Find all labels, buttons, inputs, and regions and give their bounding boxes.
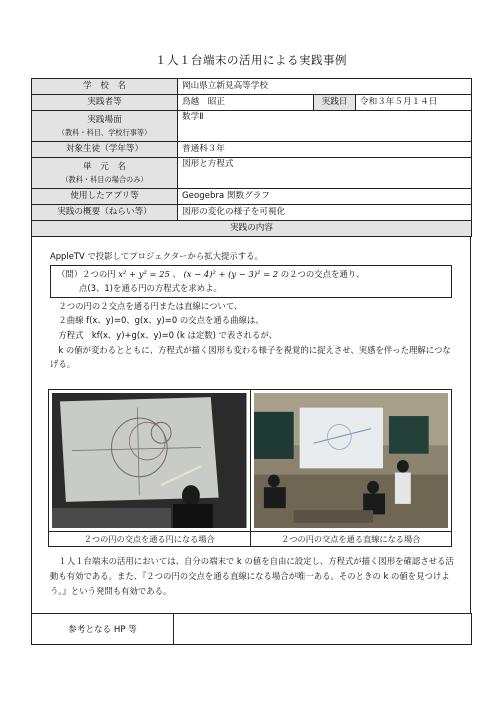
content-p4: k の値が変わるとともに、方程式が描く図形も変わる様子を視覚的に捉えさせ、実感を伴った理解につなげる。 xyxy=(50,344,451,370)
scene-value: 数学Ⅱ xyxy=(178,111,472,142)
closing-paragraph: １人１台端末の活用においては、自分の端末で k の値を自由に設定し、方程式が描く図形を確認させる活動も有効である。また、『２つの円の交点を通る直線になる場合が唯一ある。そのときの k の値を見つけよう。』という発問も有効である。 xyxy=(50,556,454,596)
content-intro: AppleTV で投影してプロジェクターから拡大提示する。 xyxy=(50,251,263,261)
question-prefix: （問）２つの円 xyxy=(57,268,116,279)
unit-sublabel: （教科・科目の場合のみ） xyxy=(61,175,148,184)
caption-right: ２つの円の交点を通る直線になる場合 xyxy=(250,532,452,547)
photo-table xyxy=(48,389,452,547)
reference-table xyxy=(31,613,472,645)
date-value: 令和３年５月１４日 xyxy=(356,95,472,111)
target-value: 普通科３年 xyxy=(178,142,472,158)
content-p3: 方程式 kf(x、y)+g(x、y)=0 (k は定数) で表されるが、 xyxy=(58,329,278,340)
teacher-value: 鳥越 昭正 xyxy=(178,95,314,111)
classroom-photo-circle xyxy=(52,393,247,528)
reference-label: 参考となる HP 等 xyxy=(32,614,174,645)
classroom-photo-line xyxy=(254,393,449,528)
school-value: 岡山県立新見高等学校 xyxy=(178,79,472,95)
app-label: 使用したアプリ等 xyxy=(32,189,178,205)
scene-sublabel: （教科・科目、学校行事等） xyxy=(57,128,152,137)
closing-text xyxy=(50,554,456,599)
unit-label-cell xyxy=(32,158,178,189)
content-p2: ２曲線 f(x、y)=0、g(x、y)=0 の交点を通る曲線は、 xyxy=(58,315,264,326)
unit-value: 図形と方程式 xyxy=(178,158,472,189)
school-label: 学 校 名 xyxy=(32,79,178,95)
equation-circle-2: (x − 4)² + (y − 3)² = 2 xyxy=(183,268,279,279)
content-section xyxy=(31,236,471,614)
scene-label-cell xyxy=(32,111,178,142)
teacher-label: 実践者等 xyxy=(32,95,178,111)
content-heading: 実践の内容 xyxy=(32,221,472,237)
question-line-1 xyxy=(57,267,445,282)
date-label: 実践日 xyxy=(314,95,356,111)
photo-right-cell xyxy=(250,390,452,532)
content-body xyxy=(50,249,454,372)
scene-label: 実践場面 xyxy=(87,115,122,125)
question-separator: 、 xyxy=(172,268,181,279)
equation-circle-1: x² + y² = 25 xyxy=(118,268,170,279)
question-line-2: 点(3、1)を通る円の方程式を求めよ。 xyxy=(79,283,222,294)
unit-label: 単 元 名 xyxy=(83,162,126,172)
caption-left: ２つの円の交点を通る円になる場合 xyxy=(49,532,251,547)
overview-value: 図形の変化の様子を可視化 xyxy=(178,205,472,221)
content-p1: ２つの円の２交点を通る円または直線について、 xyxy=(58,300,243,311)
info-table xyxy=(31,78,472,237)
target-label: 対象生徒（学年等） xyxy=(32,142,178,158)
overview-label: 実践の概要（ねらい等） xyxy=(32,205,178,221)
question-box xyxy=(50,265,452,298)
photo-left-cell xyxy=(49,390,251,532)
app-value: Geogebra 関数グラフ xyxy=(178,189,472,205)
question-suffix: の２つの交点を通り、 xyxy=(280,268,365,279)
reference-value xyxy=(174,614,472,645)
page-title: １人１台端末の活用による実践事例 xyxy=(155,53,347,67)
